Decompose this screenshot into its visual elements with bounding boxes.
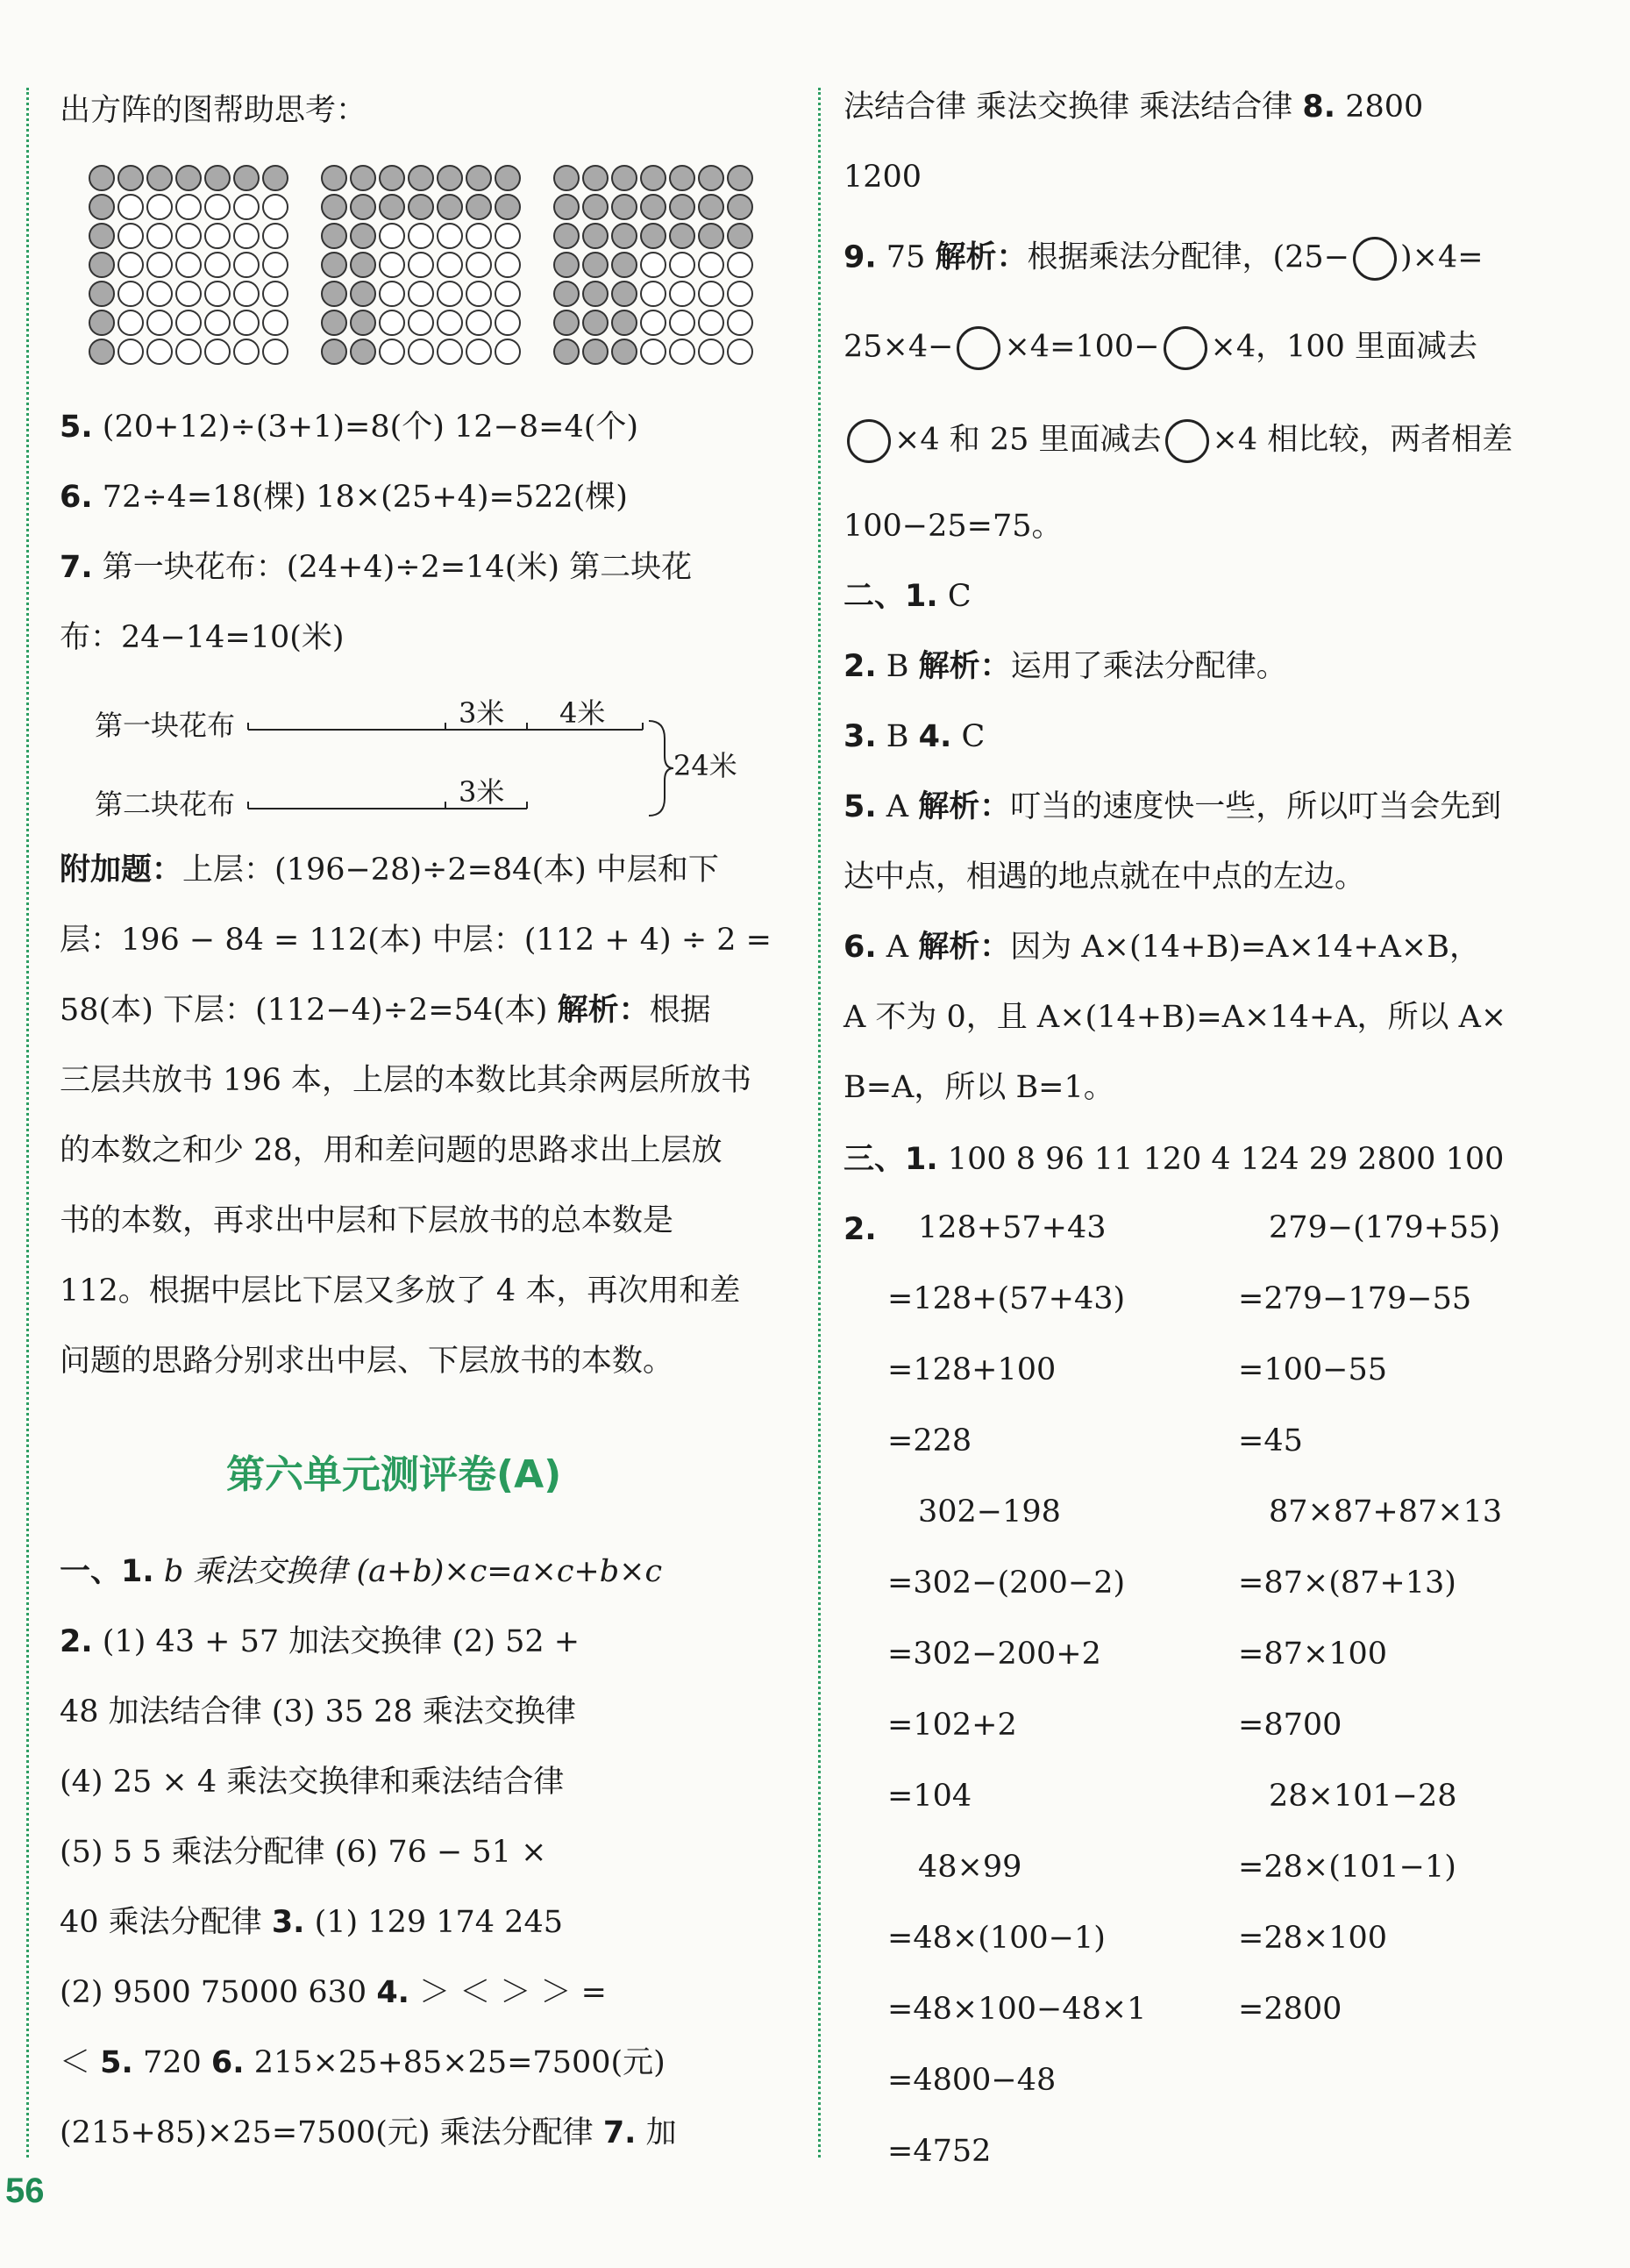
grid-dot bbox=[351, 310, 375, 335]
grid-dot bbox=[670, 224, 694, 248]
calc-step: =104 bbox=[887, 1779, 972, 1814]
grid-dot bbox=[409, 195, 433, 219]
grid-dot bbox=[176, 310, 201, 335]
calc-step: =302−(200−2) bbox=[887, 1565, 1126, 1601]
calc-step: =128+(57+43) bbox=[887, 1281, 1126, 1316]
part2-q6: 6. A 解析：因为 A×(14+B)=A×14+A×B， bbox=[843, 930, 1480, 965]
grid-dot bbox=[234, 166, 259, 190]
part3-q1: 三、1. 100 8 96 11 120 4 124 29 2800 100 bbox=[843, 1142, 1505, 1177]
calc-step: =45 bbox=[1238, 1423, 1303, 1459]
grid-dot bbox=[351, 282, 375, 306]
grid-dot bbox=[466, 253, 491, 277]
answer-9-line-3: ×4 和 25 里面减去 ×4 相比较，两者相差 bbox=[843, 419, 1513, 463]
grid-dot bbox=[409, 310, 433, 335]
part1-q3-b: (2) 9500 75000 630 4. ＞ ＜ ＞ ＞ = bbox=[60, 1975, 607, 2010]
grid-dot bbox=[699, 224, 723, 248]
part2-q1: 二、1. C bbox=[843, 579, 972, 614]
grid-dot bbox=[438, 166, 462, 190]
calc-step: =279−179−55 bbox=[1238, 1281, 1472, 1316]
grid-dot bbox=[495, 282, 520, 306]
grid-dot bbox=[380, 253, 404, 277]
grid-dot bbox=[583, 282, 608, 306]
grid-dot bbox=[118, 195, 143, 219]
extra-line-8: 问题的思路分别求出中层、下层放书的本数。 bbox=[60, 1344, 674, 1379]
grid-dot bbox=[409, 253, 433, 277]
calc-step: =2800 bbox=[1238, 1992, 1342, 2027]
grid-dot bbox=[438, 253, 462, 277]
extra-line-5: 的本数之和少 28，用和差问题的思路求出上层放 bbox=[60, 1133, 722, 1168]
grid-dot bbox=[583, 195, 608, 219]
grid-dot bbox=[583, 166, 608, 190]
calc-step: =100−55 bbox=[1238, 1352, 1387, 1387]
grid-dot bbox=[495, 166, 520, 190]
dot-grid-figure bbox=[86, 162, 787, 373]
extra-line-1: 附加题：上层：(196−28)÷2=84(本) 中层和下 bbox=[60, 852, 719, 888]
grid-dot bbox=[641, 195, 666, 219]
grid-dot bbox=[176, 253, 201, 277]
extra-line-7: 112。根据中层比下层又多放了 4 本，再次用和差 bbox=[60, 1273, 741, 1309]
grid-dot bbox=[176, 339, 201, 364]
grid-dot bbox=[728, 253, 752, 277]
grid-dot bbox=[409, 166, 433, 190]
grid-dot bbox=[670, 282, 694, 306]
grid-dot bbox=[147, 310, 172, 335]
grid-dot bbox=[438, 224, 462, 248]
blank-circle bbox=[847, 419, 891, 463]
calc-step: =302−200+2 bbox=[887, 1637, 1101, 1672]
extra-line-2: 层：196 − 84 = 112(本) 中层：(112 + 4) ÷ 2 = bbox=[60, 923, 772, 958]
grid-dot bbox=[176, 195, 201, 219]
blank-circle bbox=[957, 326, 1000, 370]
part1-q2-d: (5) 5 5 乘法分配律 (6) 76 − 51 × bbox=[60, 1835, 547, 1870]
grid-dot bbox=[583, 224, 608, 248]
grid-dot bbox=[234, 224, 259, 248]
grid-dot bbox=[554, 339, 579, 364]
grid-dot bbox=[670, 166, 694, 190]
grid-dot bbox=[466, 195, 491, 219]
grid-dot bbox=[205, 253, 230, 277]
answer-6: 6. 72÷4=18(棵) 18×(25+4)=522(棵) bbox=[60, 480, 628, 515]
grid-dot bbox=[495, 224, 520, 248]
part1-q6-cont: (215+85)×25=7500(元) 乘法分配律 7. 加 bbox=[60, 2115, 677, 2150]
calc-step: =4800−48 bbox=[887, 2063, 1057, 2098]
grid-dot bbox=[118, 339, 143, 364]
grid-dot bbox=[641, 224, 666, 248]
grid-dot bbox=[699, 253, 723, 277]
grid-dot bbox=[147, 253, 172, 277]
part1-q2-c: (4) 25 × 4 乘法交换律和乘法结合律 bbox=[60, 1765, 565, 1800]
grid-dot bbox=[380, 224, 404, 248]
grid-dot bbox=[728, 224, 752, 248]
grid-dot bbox=[583, 310, 608, 335]
grid-dot bbox=[263, 339, 288, 364]
grid-dot bbox=[147, 166, 172, 190]
grid-dot bbox=[554, 310, 579, 335]
section-title: 第六单元测评卷(A) bbox=[226, 1452, 562, 1497]
blank-circle bbox=[1165, 419, 1209, 463]
grid-dot bbox=[670, 339, 694, 364]
grid-dot bbox=[118, 166, 143, 190]
grid-dot bbox=[322, 339, 346, 364]
grid-dot bbox=[147, 195, 172, 219]
grid-dot bbox=[670, 253, 694, 277]
grid-dot bbox=[205, 166, 230, 190]
part2-q3-q4: 3. B 4. C bbox=[843, 719, 986, 754]
calc-step: =28×100 bbox=[1238, 1921, 1387, 1956]
grid-dot bbox=[612, 166, 637, 190]
calc-step: =4752 bbox=[887, 2134, 992, 2169]
grid-dot bbox=[351, 224, 375, 248]
grid-dot bbox=[263, 282, 288, 306]
grid-dot bbox=[89, 310, 114, 335]
segment-3m-a: 3米 bbox=[459, 696, 505, 730]
grid-dot bbox=[583, 339, 608, 364]
part2-q5-cont: 达中点，相遇的地点就在中点的左边。 bbox=[843, 859, 1366, 895]
grid-dot bbox=[495, 195, 520, 219]
grid-dot bbox=[612, 310, 637, 335]
total-label: 24米 bbox=[673, 749, 737, 782]
part2-q5: 5. A 解析：叮当的速度快一些，所以叮当会先到 bbox=[843, 789, 1502, 824]
grid-dot bbox=[322, 310, 346, 335]
diagram-label-1: 第一块花布 bbox=[95, 709, 236, 742]
grid-dot bbox=[351, 195, 375, 219]
grid-dot bbox=[438, 310, 462, 335]
grid-dot bbox=[670, 310, 694, 335]
extra-line-6: 书的本数，再求出中层和下层放书的总本数是 bbox=[60, 1203, 674, 1238]
grid-dot bbox=[612, 253, 637, 277]
grid-dot bbox=[466, 224, 491, 248]
grid-dot bbox=[89, 339, 114, 364]
grid-dot bbox=[322, 224, 346, 248]
grid-dot bbox=[728, 310, 752, 335]
grid-dot bbox=[351, 253, 375, 277]
part1-q2-a: 2. (1) 43 + 57 加法交换律 (2) 52 + bbox=[60, 1624, 580, 1659]
grid-dot bbox=[409, 224, 433, 248]
grid-dot bbox=[495, 310, 520, 335]
calc-step: 87×87+87×13 bbox=[1269, 1494, 1503, 1530]
grid-dot bbox=[205, 310, 230, 335]
grid-dot bbox=[263, 224, 288, 248]
grid-dot bbox=[89, 195, 114, 219]
calc-step: =8700 bbox=[1238, 1708, 1342, 1743]
segment-diagram bbox=[60, 684, 779, 824]
grid-dot bbox=[495, 253, 520, 277]
calc-step: =28×(101−1) bbox=[1238, 1850, 1456, 1885]
grid-dot bbox=[438, 339, 462, 364]
grid-dot bbox=[322, 253, 346, 277]
grid-dot bbox=[699, 195, 723, 219]
grid-dot bbox=[176, 282, 201, 306]
grid-dot bbox=[438, 195, 462, 219]
grid-dot bbox=[118, 310, 143, 335]
answer-9-line-4: 100−25=75。 bbox=[843, 509, 1063, 544]
calc-step: =48×100−48×1 bbox=[887, 1992, 1147, 2027]
grid-dot bbox=[466, 166, 491, 190]
grid-dot bbox=[147, 224, 172, 248]
calc-step: 302−198 bbox=[918, 1494, 1061, 1530]
calc-step: 279−(179+55) bbox=[1269, 1210, 1501, 1245]
grid-dot bbox=[466, 282, 491, 306]
grid-dot bbox=[466, 310, 491, 335]
grid-dot bbox=[380, 282, 404, 306]
grid-dot bbox=[612, 195, 637, 219]
grid-dot bbox=[554, 253, 579, 277]
grid-dot bbox=[495, 339, 520, 364]
calc-step: =87×100 bbox=[1238, 1637, 1387, 1672]
intro-line: 出方阵的图帮助思考： bbox=[60, 93, 367, 128]
part2-q6-cont2: B=A，所以 B=1。 bbox=[843, 1070, 1114, 1105]
part1-q2-b: 48 加法结合律 (3) 35 28 乘法交换律 bbox=[60, 1694, 576, 1730]
grid-dot bbox=[380, 339, 404, 364]
grid-dot bbox=[699, 310, 723, 335]
grid-dot bbox=[89, 224, 114, 248]
right-line-1: 1200 bbox=[843, 160, 922, 195]
calc-step: =128+100 bbox=[887, 1352, 1057, 1387]
grid-dot bbox=[263, 310, 288, 335]
grid-dot bbox=[466, 339, 491, 364]
grid-dot bbox=[380, 195, 404, 219]
blank-circle bbox=[1353, 237, 1397, 281]
calc-step: =87×(87+13) bbox=[1238, 1565, 1456, 1601]
page-number: 56 bbox=[5, 2172, 45, 2210]
grid-dot bbox=[670, 195, 694, 219]
grid-dot bbox=[205, 339, 230, 364]
grid-dot bbox=[205, 282, 230, 306]
segment-lines bbox=[60, 684, 779, 824]
grid-dot bbox=[699, 166, 723, 190]
blank-circle bbox=[1164, 326, 1207, 370]
grid-dot bbox=[380, 310, 404, 335]
grid-dot bbox=[234, 253, 259, 277]
grid-dot bbox=[612, 282, 637, 306]
grid-dot bbox=[699, 282, 723, 306]
grid-dot bbox=[118, 224, 143, 248]
part3-q2-label: 2. bbox=[843, 1212, 877, 1247]
extra-line-4: 三层共放书 196 本，上层的本数比其余两层所放书 bbox=[60, 1063, 752, 1098]
calc-step: =228 bbox=[887, 1423, 972, 1459]
answer-7: 7. 第一块花布：(24+4)÷2=14(米) 第二块花 bbox=[60, 550, 693, 585]
grid-dot bbox=[612, 339, 637, 364]
grid-dot bbox=[322, 195, 346, 219]
segment-3m-b: 3米 bbox=[459, 775, 505, 809]
calc-step: 128+57+43 bbox=[918, 1210, 1107, 1245]
grid-dot bbox=[351, 166, 375, 190]
grid-dot bbox=[641, 339, 666, 364]
grid-dot bbox=[89, 253, 114, 277]
grid-dot bbox=[641, 282, 666, 306]
part1-q4-cont: ＜ 5. 720 6. 215×25+85×25=7500(元) bbox=[60, 2045, 666, 2080]
grid-dot bbox=[641, 310, 666, 335]
grid-dot bbox=[176, 224, 201, 248]
grid-dot bbox=[380, 166, 404, 190]
answer-7-cont: 布：24−14=10(米) bbox=[60, 620, 345, 655]
grid-dot bbox=[438, 282, 462, 306]
grid-dot bbox=[147, 282, 172, 306]
grid-dot bbox=[118, 253, 143, 277]
answer-9-line-1: 9. 75 解析：根据乘法分配律，(25− )×4= bbox=[843, 237, 1484, 281]
grid-dot bbox=[234, 195, 259, 219]
grid-dot bbox=[554, 195, 579, 219]
grid-dot bbox=[699, 339, 723, 364]
grid-dot bbox=[728, 339, 752, 364]
answer-5: 5. (20+12)÷(3+1)=8(个) 12−8=4(个) bbox=[60, 410, 639, 445]
part2-q2: 2. B 解析：运用了乘法分配律。 bbox=[843, 649, 1287, 684]
grid-dot bbox=[234, 339, 259, 364]
grid-dot bbox=[728, 166, 752, 190]
grid-dot bbox=[728, 282, 752, 306]
grid-dot bbox=[409, 339, 433, 364]
part1-q2-e: 40 乘法分配律 3. (1) 129 174 245 bbox=[60, 1905, 563, 1940]
grid-dot bbox=[728, 195, 752, 219]
diagram-label-2: 第二块花布 bbox=[95, 788, 236, 821]
grid-dot bbox=[612, 224, 637, 248]
calc-step: 28×101−28 bbox=[1269, 1779, 1457, 1814]
part1-q1: 一、1. b 乘法交换律 (a+b)×c=a×c+b×c bbox=[60, 1554, 663, 1589]
calc-step: 48×99 bbox=[918, 1850, 1022, 1885]
grid-dot bbox=[641, 166, 666, 190]
grid-dot bbox=[409, 282, 433, 306]
answer-9-line-2: 25×4− ×4=100− ×4，100 里面减去 bbox=[843, 326, 1477, 370]
grid-dot bbox=[554, 282, 579, 306]
calc-step: =102+2 bbox=[887, 1708, 1017, 1743]
grid-dot bbox=[205, 195, 230, 219]
grid-dot bbox=[234, 310, 259, 335]
part2-q6-cont: A 不为 0，且 A×(14+B)=A×14+A，所以 A× bbox=[843, 1000, 1507, 1035]
grid-dot bbox=[263, 253, 288, 277]
grid-dot bbox=[89, 282, 114, 306]
grid-dot bbox=[641, 253, 666, 277]
grid-dot bbox=[583, 253, 608, 277]
grid-dot bbox=[147, 339, 172, 364]
extra-line-3: 58(本) 下层：(112−4)÷2=54(本) 解析：根据 bbox=[60, 993, 711, 1028]
grid-dot bbox=[234, 282, 259, 306]
grid-dot bbox=[322, 282, 346, 306]
grid-dot bbox=[263, 166, 288, 190]
grid-dot bbox=[322, 166, 346, 190]
column-divider bbox=[818, 88, 821, 2157]
grid-dot bbox=[351, 339, 375, 364]
grid-dot bbox=[554, 166, 579, 190]
grid-dot bbox=[205, 224, 230, 248]
grid-dot bbox=[118, 282, 143, 306]
segment-4m: 4米 bbox=[559, 696, 606, 730]
calc-step: =48×(100−1) bbox=[887, 1921, 1106, 1956]
grid-dot bbox=[89, 166, 114, 190]
grid-dot bbox=[176, 166, 201, 190]
left-margin-rule bbox=[26, 88, 29, 2157]
right-line-0: 法结合律 乘法交换律 乘法结合律 8. 2800 bbox=[843, 89, 1424, 125]
grid-dot bbox=[554, 224, 579, 248]
grid-dot bbox=[263, 195, 288, 219]
